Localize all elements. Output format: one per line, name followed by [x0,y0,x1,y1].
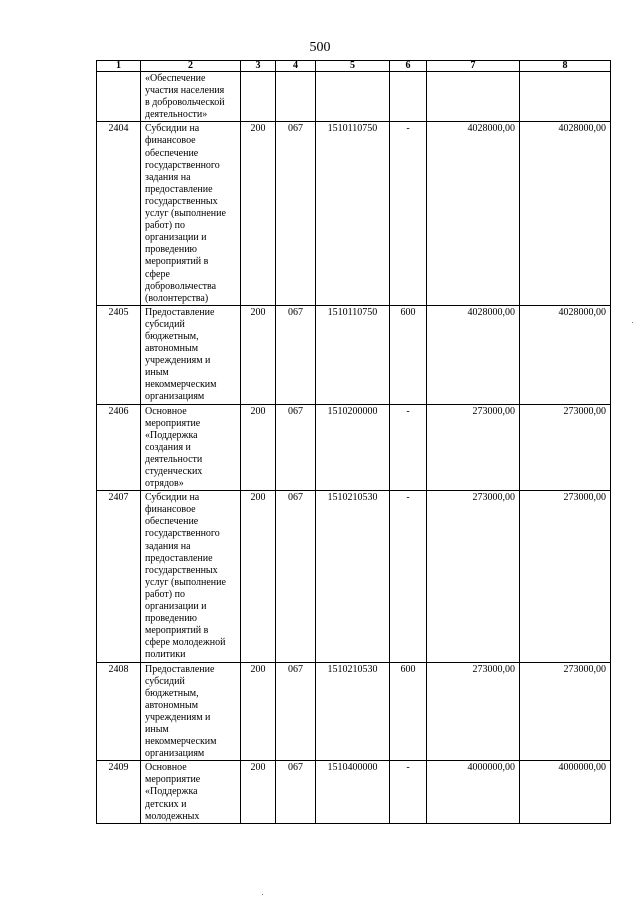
row-number: 2408 [97,662,141,761]
col-3-value: 200 [241,305,276,404]
budget-table [96,60,611,824]
scan-speck [262,894,263,895]
row-number: 2409 [97,761,141,823]
amount-col-7: 4028000,00 [427,122,520,305]
table-row [97,662,611,761]
row-name: Основное мероприятие «Поддержка создания и деятельности студенческих отрядов» [141,404,241,491]
page-number: 500 [309,40,331,55]
header-col-6: 6 [390,61,427,72]
col-3-value [241,72,276,122]
expense-type [390,72,427,122]
col-3-value: 200 [241,404,276,491]
col-4-value [276,72,316,122]
header-col-5: 5 [316,61,390,72]
header-col-7: 7 [427,61,520,72]
amount-col-7: 273000,00 [427,404,520,491]
header-col-2: 2 [141,61,241,72]
target-code: 1510400000 [316,761,390,823]
header-col-3: 3 [241,61,276,72]
header-row [97,61,611,72]
amount-col-8: 273000,00 [520,404,611,491]
row-name: Предоставление субсидий бюджетным, автономным учреждениям и иным некоммерческим организациям [141,662,241,761]
target-code: 1510110750 [316,122,390,305]
row-name: Основное мероприятие «Поддержка детских и молодежных [141,761,241,823]
header-col-1: 1 [97,61,141,72]
table-row [97,761,611,823]
target-code [316,72,390,122]
row-name: Субсидии на финансовое обеспечение государственного задания на предоставление государственных услуг (выполнение работ) по организации и проведению мероприятий в сфере молодежной политики [141,491,241,662]
amount-col-7: 273000,00 [427,662,520,761]
header-col-8: 8 [520,61,611,72]
amount-col-8: 4028000,00 [520,305,611,404]
target-code: 1510200000 [316,404,390,491]
table-row [97,491,611,662]
expense-type: 600 [390,662,427,761]
table-row [97,122,611,305]
col-3-value: 200 [241,122,276,305]
expense-type: - [390,761,427,823]
table-row [97,72,611,122]
amount-col-7: 4000000,00 [427,761,520,823]
amount-col-8: 273000,00 [520,662,611,761]
col-4-value: 067 [276,404,316,491]
amount-col-7: 4028000,00 [427,305,520,404]
amount-col-8: 273000,00 [520,491,611,662]
row-number: 2406 [97,404,141,491]
row-number [97,72,141,122]
target-code: 1510210530 [316,662,390,761]
amount-col-7: 273000,00 [427,491,520,662]
expense-type: 600 [390,305,427,404]
col-4-value: 067 [276,305,316,404]
amount-col-8: 4028000,00 [520,122,611,305]
amount-col-8: 4000000,00 [520,761,611,823]
amount-col-8 [520,72,611,122]
scan-speck [632,322,633,323]
row-name: «Обеспечение участия населения в добровольческой деятельности» [141,72,241,122]
header-col-4: 4 [276,61,316,72]
expense-type: - [390,491,427,662]
col-3-value: 200 [241,761,276,823]
row-number: 2404 [97,122,141,305]
table-row [97,305,611,404]
col-4-value: 067 [276,491,316,662]
amount-col-7 [427,72,520,122]
col-4-value: 067 [276,122,316,305]
target-code: 1510110750 [316,305,390,404]
col-3-value: 200 [241,662,276,761]
row-number: 2405 [97,305,141,404]
target-code: 1510210530 [316,491,390,662]
col-3-value: 200 [241,491,276,662]
col-4-value: 067 [276,662,316,761]
row-number: 2407 [97,491,141,662]
expense-type: - [390,122,427,305]
table-row [97,404,611,491]
expense-type: - [390,404,427,491]
row-name: Предоставление субсидий бюджетным, автономным учреждениям и иным некоммерческим организациям [141,305,241,404]
row-name: Субсидии на финансовое обеспечение государственного задания на предоставление государственных услуг (выполнение работ) по организации и проведению мероприятий в сфере добровольчества (волонтерства) [141,122,241,305]
col-4-value: 067 [276,761,316,823]
